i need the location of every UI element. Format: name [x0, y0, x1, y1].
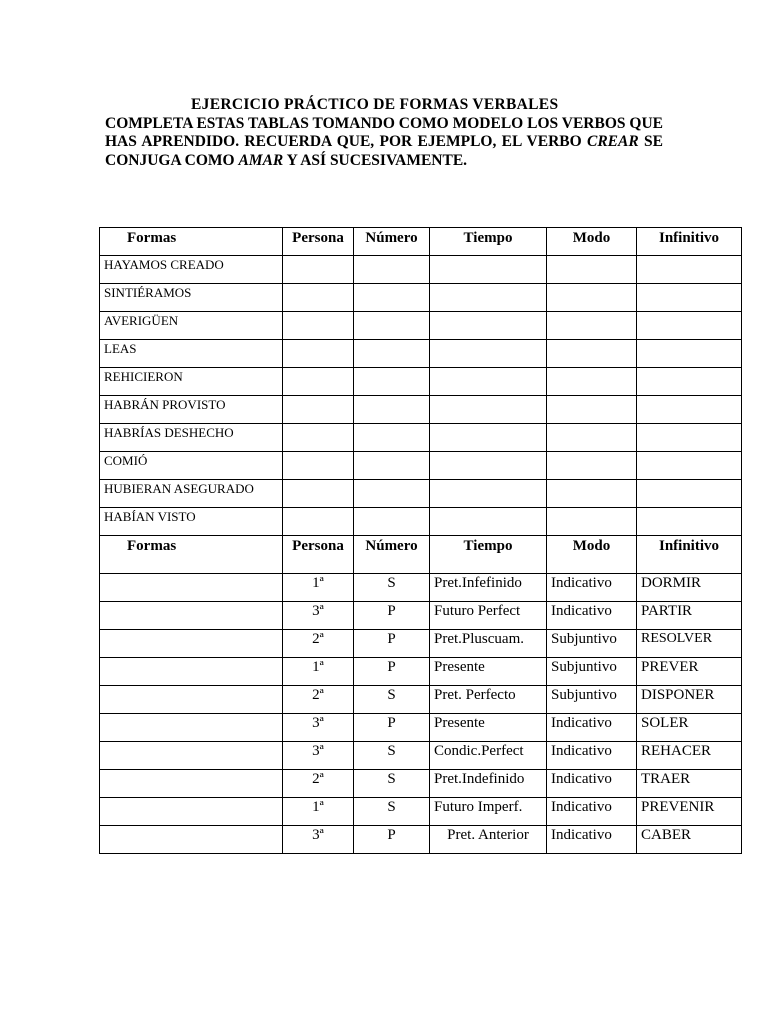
col-header-modo: Modo [547, 228, 637, 256]
persona-input-cell[interactable] [283, 424, 354, 452]
table-row [100, 368, 742, 396]
infinitivo-input-cell[interactable] [637, 452, 742, 480]
tiempo-input-cell[interactable] [430, 424, 547, 452]
tiempo-input-cell[interactable] [430, 508, 547, 536]
table-row [100, 508, 742, 536]
modo-input-cell[interactable] [547, 424, 637, 452]
infinitivo-cell: SOLER [637, 714, 742, 742]
numero-input-cell[interactable] [354, 368, 430, 396]
forma-cell: HABRÁN PROVISTO [100, 396, 283, 424]
tiempo-input-cell[interactable] [430, 368, 547, 396]
modo-input-cell[interactable] [547, 284, 637, 312]
modo-input-cell[interactable] [547, 452, 637, 480]
table2-header-row [100, 536, 742, 574]
persona-input-cell[interactable] [283, 284, 354, 312]
tiempo-input-cell[interactable] [430, 256, 547, 284]
persona-input-cell[interactable] [283, 312, 354, 340]
tiempo-cell: Pret. Anterior [430, 826, 547, 854]
table-row [100, 658, 742, 686]
exercise-heading [105, 96, 663, 170]
forma-cell: SINTIÉRAMOS [100, 284, 283, 312]
table-row [100, 826, 742, 854]
numero-cell: S [354, 686, 430, 714]
col-header-tiempo: Tiempo [430, 536, 547, 574]
forma-cell: HAYAMOS CREADO [100, 256, 283, 284]
persona-cell: 1ª [283, 574, 354, 602]
modo-cell: Indicativo [547, 798, 637, 826]
col-header-numero: Número [354, 536, 430, 574]
verb-forms-table [99, 227, 742, 854]
numero-input-cell[interactable] [354, 480, 430, 508]
persona-cell: 3ª [283, 714, 354, 742]
table-row [100, 480, 742, 508]
table-row [100, 602, 742, 630]
table-row [100, 284, 742, 312]
table-row [100, 340, 742, 368]
numero-input-cell[interactable] [354, 508, 430, 536]
tiempo-input-cell[interactable] [430, 284, 547, 312]
numero-input-cell[interactable] [354, 452, 430, 480]
persona-input-cell[interactable] [283, 480, 354, 508]
tiempo-cell: Presente [430, 658, 547, 686]
modo-cell: Indicativo [547, 742, 637, 770]
tiempo-cell: Condic.Perfect [430, 742, 547, 770]
numero-input-cell[interactable] [354, 256, 430, 284]
tiempo-input-cell[interactable] [430, 340, 547, 368]
instruction-text-2: SE CONJUGA COMO [105, 133, 663, 169]
modo-cell: Subjuntivo [547, 630, 637, 658]
persona-cell: 1ª [283, 798, 354, 826]
persona-input-cell[interactable] [283, 340, 354, 368]
col-header-tiempo: Tiempo [430, 228, 547, 256]
exercise-title: EJERCICIO PRÁCTICO DE FORMAS VERBALES [191, 96, 559, 113]
infinitivo-cell: DORMIR [637, 574, 742, 602]
table-row [100, 256, 742, 284]
col-header-infinitivo: Infinitivo [637, 536, 742, 574]
table-row [100, 630, 742, 658]
modo-cell: Subjuntivo [547, 658, 637, 686]
persona-cell: 1ª [283, 658, 354, 686]
tiempo-cell: Presente [430, 714, 547, 742]
forma-cell: HABÍAN VISTO [100, 508, 283, 536]
forma-input-cell[interactable] [100, 826, 283, 854]
col-header-modo: Modo [547, 536, 637, 574]
persona-input-cell[interactable] [283, 256, 354, 284]
infinitivo-input-cell[interactable] [637, 368, 742, 396]
infinitivo-input-cell[interactable] [637, 312, 742, 340]
forma-input-cell[interactable] [100, 742, 283, 770]
forma-cell: LEAS [100, 340, 283, 368]
forma-input-cell[interactable] [100, 602, 283, 630]
tiempo-input-cell[interactable] [430, 312, 547, 340]
modo-cell: Indicativo [547, 574, 637, 602]
modo-cell: Indicativo [547, 602, 637, 630]
numero-cell: P [354, 714, 430, 742]
forma-cell: HUBIERAN ASEGURADO [100, 480, 283, 508]
forma-cell: COMIÓ [100, 452, 283, 480]
instruction-model-verb: AMAR [238, 151, 284, 169]
col-header-persona: Persona [283, 536, 354, 574]
col-header-formas: Formas [100, 228, 283, 256]
instruction-text-3: Y ASÍ SUCESIVAMENTE. [283, 151, 468, 169]
table-row [100, 574, 742, 602]
table-row [100, 714, 742, 742]
table-row [100, 798, 742, 826]
col-header-formas: Formas [100, 536, 283, 574]
modo-input-cell[interactable] [547, 396, 637, 424]
forma-input-cell[interactable] [100, 798, 283, 826]
numero-cell: S [354, 770, 430, 798]
numero-input-cell[interactable] [354, 284, 430, 312]
infinitivo-input-cell[interactable] [637, 508, 742, 536]
numero-input-cell[interactable] [354, 424, 430, 452]
forma-cell: AVERIGÜEN [100, 312, 283, 340]
infinitivo-cell: RESOLVER [637, 630, 742, 658]
forma-cell: HABRÍAS DESHECHO [100, 424, 283, 452]
infinitivo-input-cell[interactable] [637, 424, 742, 452]
table-row [100, 686, 742, 714]
infinitivo-input-cell[interactable] [637, 340, 742, 368]
infinitivo-cell: REHACER [637, 742, 742, 770]
numero-cell: S [354, 742, 430, 770]
numero-cell: P [354, 630, 430, 658]
persona-cell: 3ª [283, 826, 354, 854]
table-row [100, 424, 742, 452]
persona-cell: 2ª [283, 770, 354, 798]
persona-cell: 3ª [283, 742, 354, 770]
persona-cell: 3ª [283, 602, 354, 630]
tiempo-cell: Pret. Perfecto [430, 686, 547, 714]
infinitivo-cell: CABER [637, 826, 742, 854]
persona-input-cell[interactable] [283, 368, 354, 396]
col-header-infinitivo: Infinitivo [637, 228, 742, 256]
numero-cell: P [354, 602, 430, 630]
tiempo-cell: Pret.Infefinido [430, 574, 547, 602]
tiempo-input-cell[interactable] [430, 396, 547, 424]
modo-cell: Indicativo [547, 770, 637, 798]
persona-input-cell[interactable] [283, 452, 354, 480]
forma-input-cell[interactable] [100, 714, 283, 742]
modo-cell: Subjuntivo [547, 686, 637, 714]
tiempo-input-cell[interactable] [430, 452, 547, 480]
instruction-text-1: COMPLETA ESTAS TABLAS TOMANDO COMO MODELO LOS VERBOS QUE HAS APRENDIDO. RECUERDA QUE, POR EJEMPLO, EL VERBO [105, 114, 663, 150]
table1-header-row [100, 228, 742, 256]
tiempo-cell: Pret.Indefinido [430, 770, 547, 798]
numero-cell: P [354, 658, 430, 686]
exercise-instructions [105, 115, 663, 171]
table-row [100, 396, 742, 424]
table-row [100, 452, 742, 480]
tiempo-input-cell[interactable] [430, 480, 547, 508]
infinitivo-input-cell[interactable] [637, 256, 742, 284]
numero-input-cell[interactable] [354, 340, 430, 368]
forma-input-cell[interactable] [100, 770, 283, 798]
numero-input-cell[interactable] [354, 396, 430, 424]
instruction-example-verb: CREAR [587, 133, 639, 150]
infinitivo-input-cell[interactable] [637, 284, 742, 312]
table-row [100, 742, 742, 770]
persona-cell: 2ª [283, 630, 354, 658]
numero-cell: S [354, 798, 430, 826]
modo-input-cell[interactable] [547, 340, 637, 368]
modo-input-cell[interactable] [547, 256, 637, 284]
table-row [100, 770, 742, 798]
infinitivo-cell: DISPONER [637, 686, 742, 714]
col-header-persona: Persona [283, 228, 354, 256]
persona-input-cell[interactable] [283, 396, 354, 424]
col-header-numero: Número [354, 228, 430, 256]
modo-input-cell[interactable] [547, 480, 637, 508]
forma-input-cell[interactable] [100, 658, 283, 686]
modo-cell: Indicativo [547, 714, 637, 742]
forma-input-cell[interactable] [100, 686, 283, 714]
infinitivo-cell: PREVER [637, 658, 742, 686]
forma-input-cell[interactable] [100, 574, 283, 602]
infinitivo-cell: PARTIR [637, 602, 742, 630]
modo-input-cell[interactable] [547, 368, 637, 396]
tiempo-cell: Futuro Imperf. [430, 798, 547, 826]
numero-cell: S [354, 574, 430, 602]
infinitivo-cell: TRAER [637, 770, 742, 798]
table-row [100, 312, 742, 340]
modo-cell: Indicativo [547, 826, 637, 854]
infinitivo-input-cell[interactable] [637, 480, 742, 508]
forma-input-cell[interactable] [100, 630, 283, 658]
tiempo-cell: Futuro Perfect [430, 602, 547, 630]
persona-cell: 2ª [283, 686, 354, 714]
modo-input-cell[interactable] [547, 312, 637, 340]
modo-input-cell[interactable] [547, 508, 637, 536]
numero-cell: P [354, 826, 430, 854]
persona-input-cell[interactable] [283, 508, 354, 536]
tiempo-cell: Pret.Pluscuam. [430, 630, 547, 658]
numero-input-cell[interactable] [354, 312, 430, 340]
infinitivo-cell: PREVENIR [637, 798, 742, 826]
infinitivo-input-cell[interactable] [637, 396, 742, 424]
forma-cell: REHICIERON [100, 368, 283, 396]
